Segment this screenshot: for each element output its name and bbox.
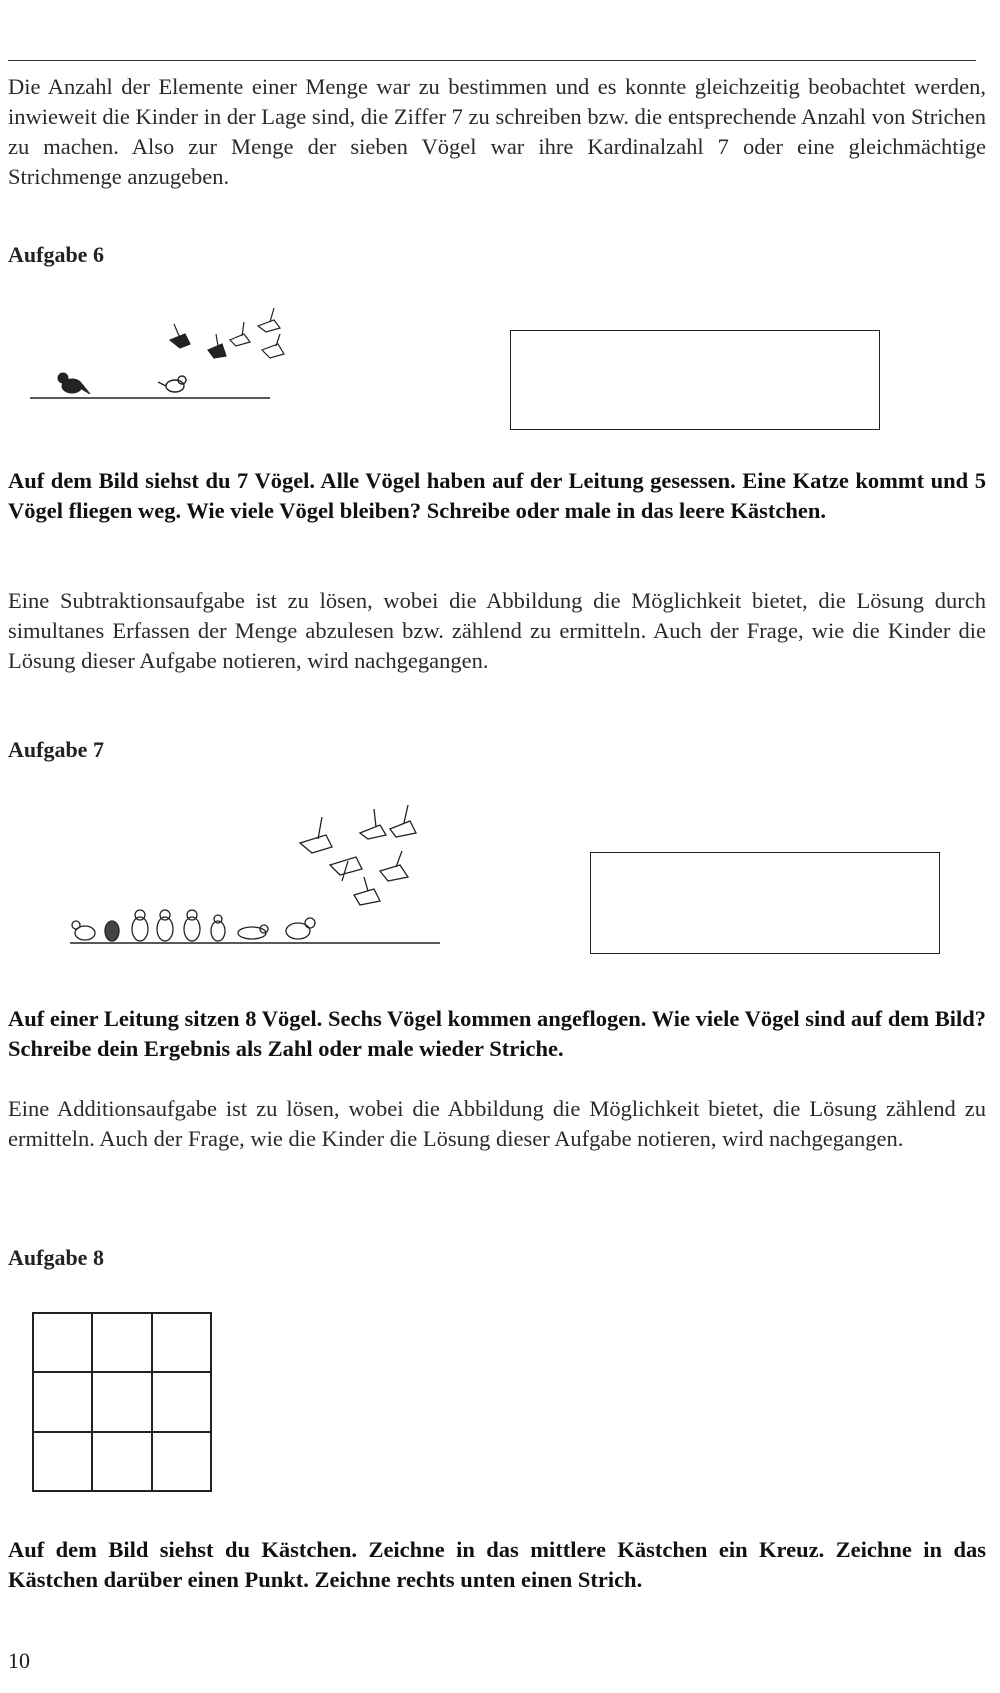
grid-cell-top-left[interactable] (33, 1313, 92, 1372)
flying-bird (300, 817, 332, 853)
intro-paragraph: Die Anzahl der Elemente einer Menge war zu bestimmen und es konnte gleichzeitig beobachtet werden, inwieweit die Kinder in der Lage sind, die Ziffer 7 zu schreiben bzw. die entsprechende Anzahl von Strichen zu machen. Also zur Menge der sieben Vögel war ihre Kardinalzahl 7 oder eine gleichmächtige Strichmenge anzugeben. (8, 74, 986, 189)
sitting-bird (158, 376, 186, 392)
grid-cell-middle-right[interactable] (152, 1372, 211, 1431)
grid-cell-bottom-middle[interactable] (92, 1432, 151, 1491)
flying-bird (330, 857, 362, 881)
task7-answer-box[interactable] (590, 852, 940, 954)
flying-bird (380, 851, 408, 881)
task7-heading: Aufgabe 7 (8, 737, 104, 762)
task6-birds-illustration (30, 300, 330, 420)
task8-instruction: Auf dem Bild siehst du Kästchen. Zeichne in das mittlere Kästchen ein Kreuz. Zeichne in das Kästchen darüber einen Punkt. Zeichne rechts unten einen Strich. (8, 1537, 986, 1592)
sitting-bird (184, 910, 200, 941)
task7-description: Eine Additionsaufgabe ist zu lösen, wobei die Abbildung die Möglichkeit bietet, die Lösung zählend zu ermitteln. Auch der Frage, wie die Kinder die Lösung dieser Aufgabe notieren, wird nachgegangen. (8, 1096, 986, 1151)
flying-bird (354, 877, 380, 905)
flying-bird (230, 322, 250, 346)
task8-grid[interactable] (32, 1312, 212, 1492)
sitting-bird (238, 925, 268, 939)
grid-cell-bottom-right[interactable] (152, 1432, 211, 1491)
flying-bird (262, 334, 284, 358)
task6-heading: Aufgabe 6 (8, 242, 104, 267)
grid-cell-top-right[interactable] (152, 1313, 211, 1372)
sitting-bird (132, 910, 148, 941)
sitting-bird (105, 921, 119, 941)
task7-birds-illustration (30, 795, 450, 955)
flying-bird (258, 308, 280, 332)
top-rule (8, 60, 976, 61)
grid-cell-middle-left[interactable] (33, 1372, 92, 1431)
sitting-bird (211, 915, 225, 941)
sitting-bird (286, 918, 315, 939)
task6-description: Eine Subtraktionsaufgabe ist zu lösen, wobei die Abbildung die Möglichkeit bietet, die Lösung durch simultanes Erfassen der Menge abzulesen bzw. zählend zu ermitteln. Auch der Frage, wie die Kinder die Lösung dieser Aufgabe notieren, wird nachgegangen. (8, 588, 986, 673)
grid-cell-bottom-left[interactable] (33, 1432, 92, 1491)
task8-heading: Aufgabe 8 (8, 1245, 104, 1270)
flying-bird (208, 334, 226, 358)
grid-cell-center[interactable] (92, 1372, 151, 1431)
flying-bird (390, 805, 416, 837)
grid-cell-top-middle[interactable] (92, 1313, 151, 1372)
task6-instruction: Auf dem Bild siehst du 7 Vögel. Alle Vögel haben auf der Leitung gesessen. Eine Katze kommt und 5 Vögel fliegen weg. Wie viele Vögel bleiben? Schreibe oder male in das leere Kästchen. (8, 468, 986, 523)
flying-bird (170, 324, 190, 348)
page-number: 10 (8, 1648, 30, 1673)
sitting-bird (72, 921, 95, 940)
task6-answer-box[interactable] (510, 330, 880, 430)
flying-bird (360, 809, 386, 839)
sitting-bird (58, 373, 90, 394)
sitting-bird (157, 910, 173, 941)
task7-instruction: Auf einer Leitung sitzen 8 Vögel. Sechs Vögel kommen angeflogen. Wie viele Vögel sind auf dem Bild? Schreibe dein Ergebnis als Zahl oder male wieder Striche. (8, 1006, 986, 1061)
